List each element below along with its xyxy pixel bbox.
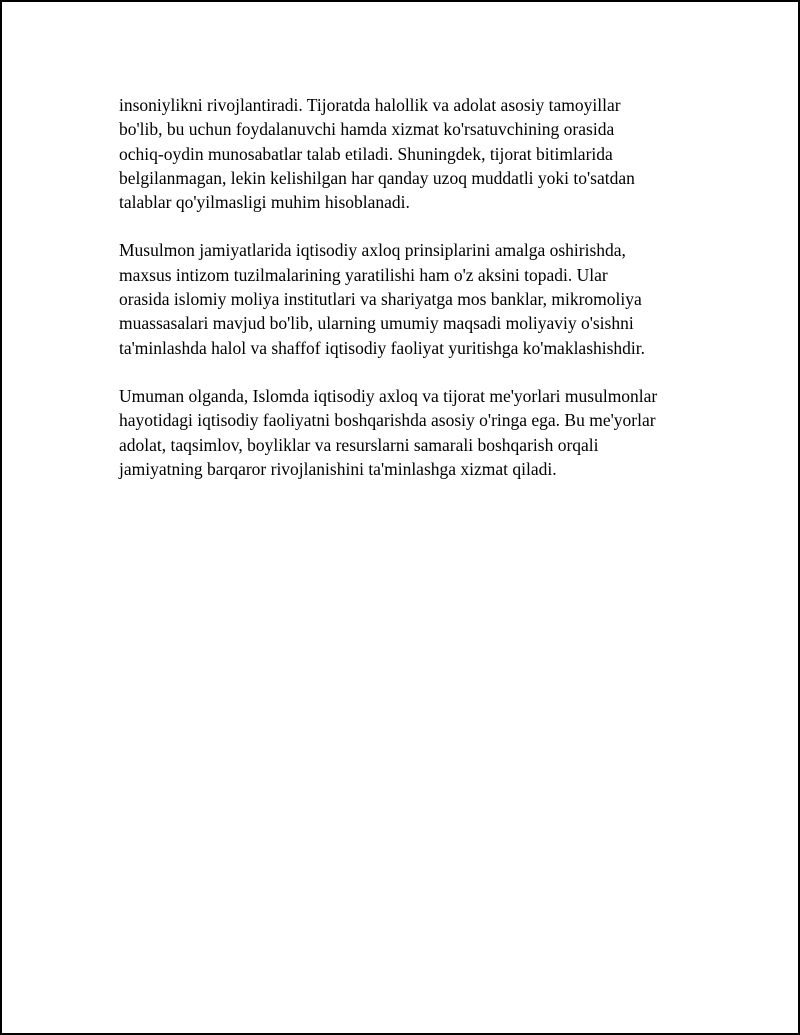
text-line: ta'minlashda halol va shaffof iqtisodiy faoliyat yuritishga ko'maklashishdir. <box>119 337 646 358</box>
text-line: insoniylikni rivojlantiradi. Tijoratda halollik va adolat asosiy tamoyillar <box>119 95 621 115</box>
text-line: talablar qo'yilmasligi muhim hisoblanadi. <box>119 192 410 213</box>
paragraph-1 <box>119 93 699 214</box>
text-line: ochiq-oydin munosabatlar talab etiladi. Shuningdek, tijorat bitimlarida <box>119 143 613 164</box>
text-line: bo'lib, bu uchun foydalanuvchi hamda xizmat ko'rsatuvchining orasida <box>119 119 615 140</box>
text-line: muassasalari mavjud bo'lib, ularning umumiy maqsadi moliyaviy o'sishni <box>119 313 634 334</box>
text-line: belgilanmagan, lekin kelishilgan har qanday uzoq muddatli yoki to'satdan <box>119 167 635 188</box>
text-line: adolat, taqsimlov, boyliklar va resurslarni samarali boshqarish orqali <box>119 434 599 455</box>
text-line: jamiyatning barqaror rivojlanishini ta'minlashga xizmat qiladi. <box>119 458 557 479</box>
text-line: maxsus intizom tuzilmalarining yaratilishi ham o'z aksini topadi. Ular <box>119 264 608 285</box>
text-line: orasida islomiy moliya institutlari va shariyatga mos banklar, mikromoliya <box>119 289 642 310</box>
page-body <box>119 93 699 505</box>
text-line: hayotidagi iqtisodiy faoliyatni boshqarishda asosiy o'ringa ega. Bu me'yorlar <box>119 410 656 431</box>
paragraph-3 <box>119 384 699 481</box>
text-line: Umuman olganda, Islomda iqtisodiy axloq va tijorat me'yorlari musulmonlar <box>119 385 658 406</box>
paragraph-2 <box>119 238 699 359</box>
text-line: Musulmon jamiyatlarida iqtisodiy axloq prinsiplarini amalga oshirishda, <box>119 240 626 261</box>
